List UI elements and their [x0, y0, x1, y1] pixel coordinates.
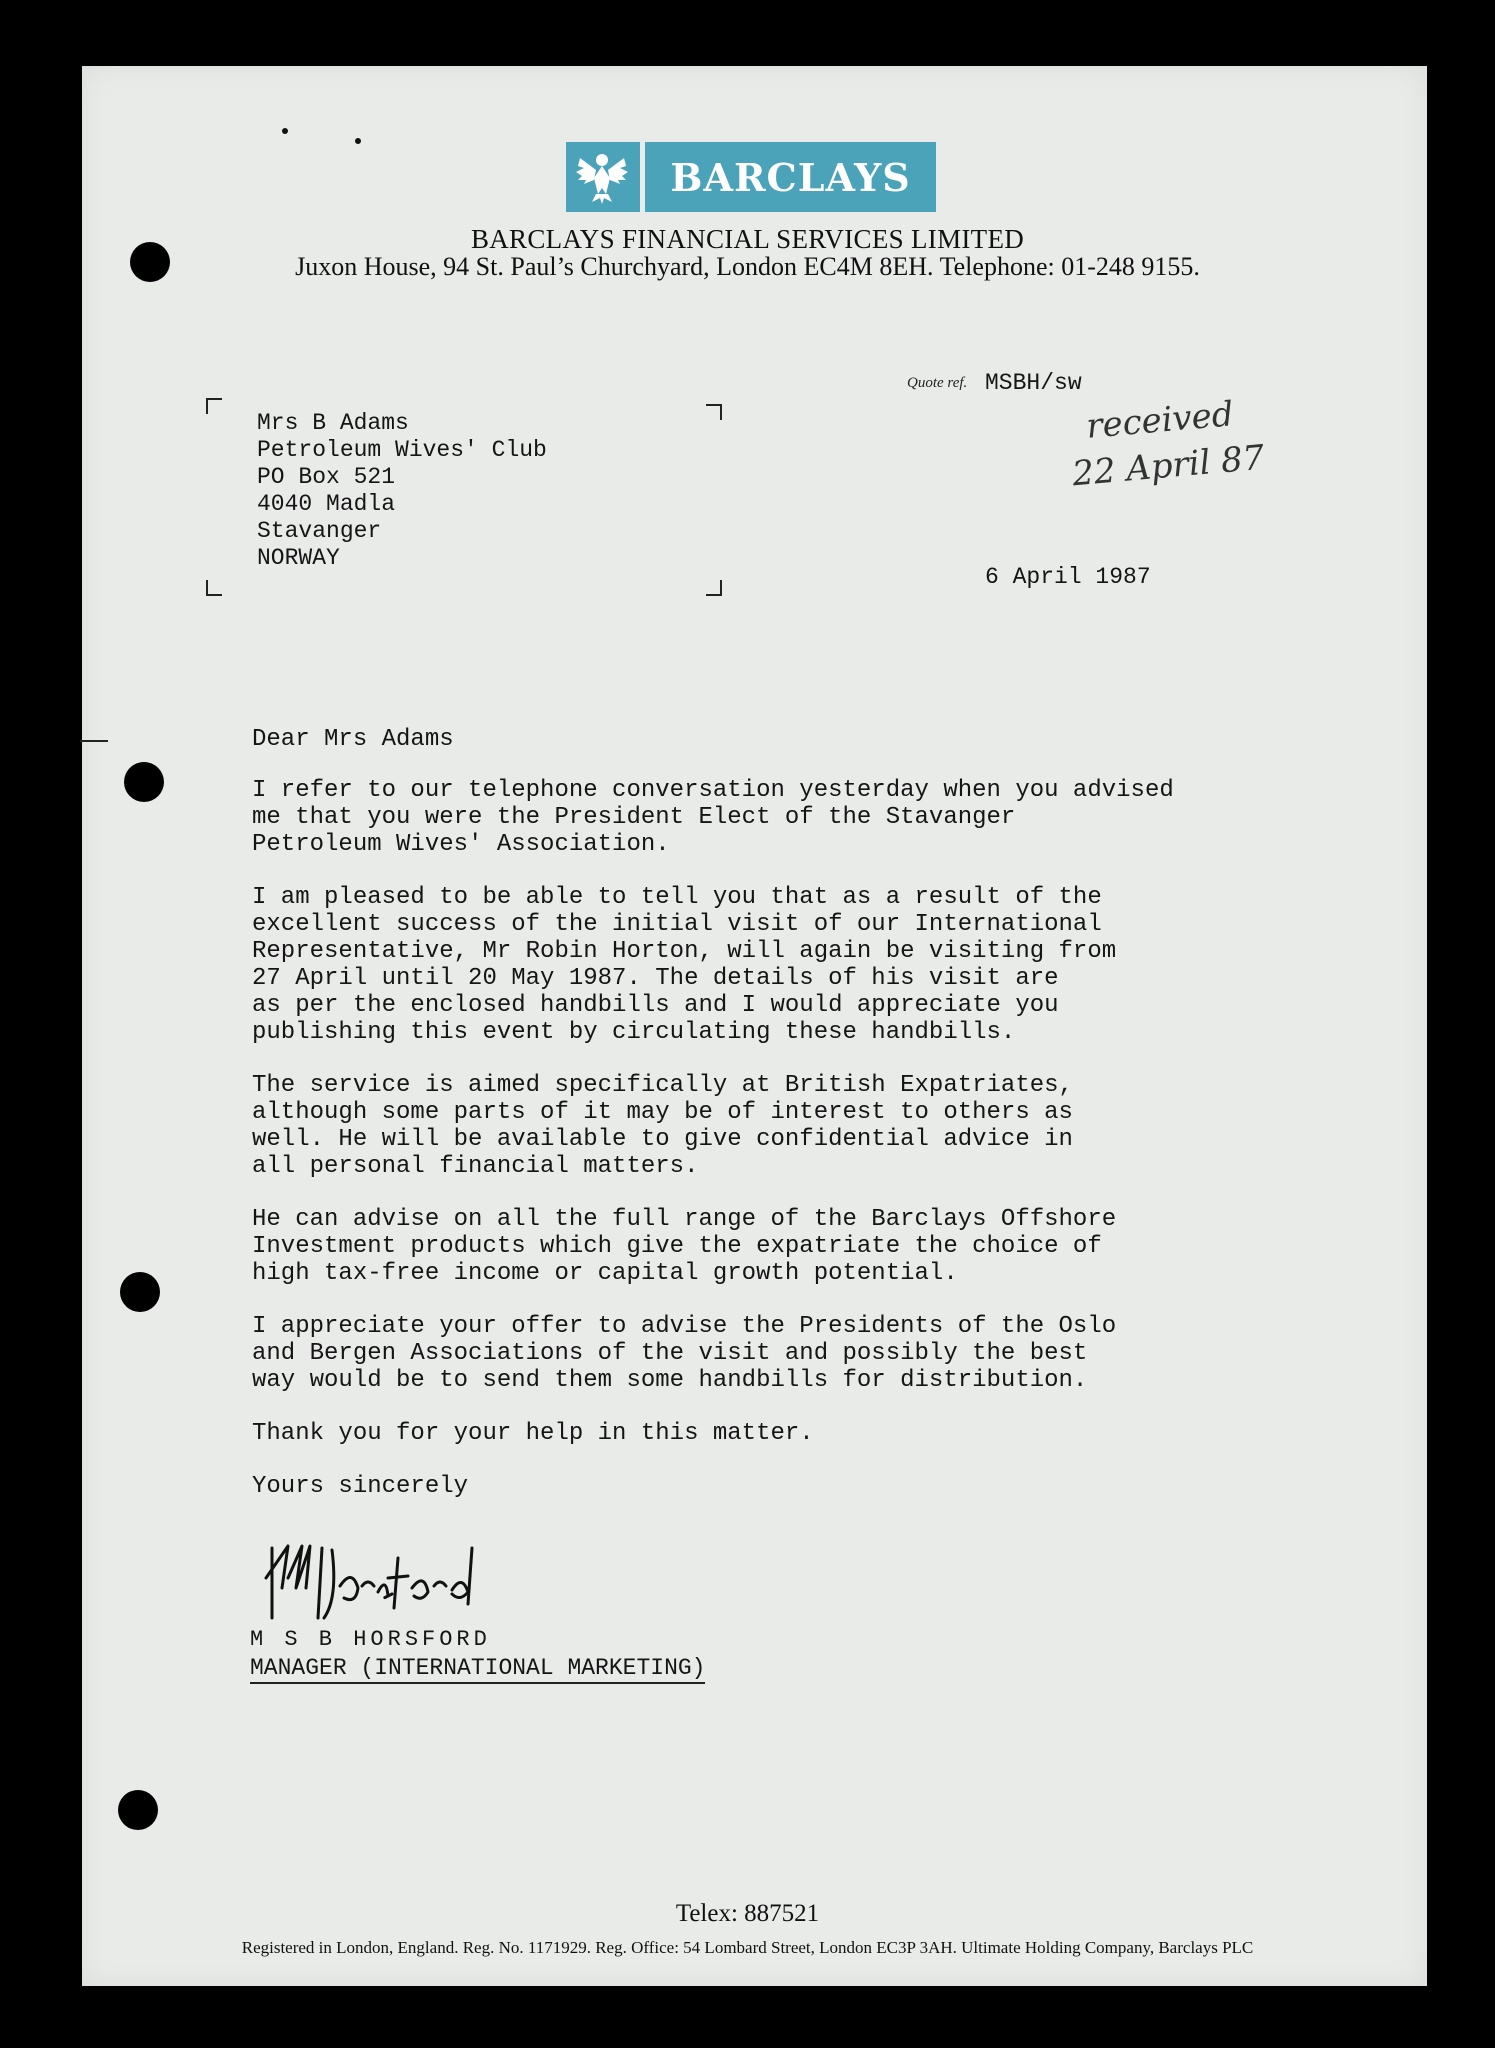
- paragraph: He can advise on all the full range of the Barclays Offshore Investment products which give the expatriate the choice of high tax-free income or capital growth potential.: [252, 1206, 1117, 1287]
- paragraph: I appreciate your offer to advise the Presidents of the Oslo and Bergen Associations of the visit and possibly the best way would be to send them some handbills for distribution.: [252, 1313, 1117, 1394]
- fold-mark: [80, 740, 108, 742]
- speck: [282, 128, 288, 134]
- address-window-corner: [206, 398, 222, 414]
- registration-footer: Registered in London, England. Reg. No. 1171929. Reg. Office: 54 Lombard Street, London EC3P 3AH. Ultimate Holding Company, Barclays PLC: [241, 1938, 1254, 1957]
- recipient-line: NORWAY: [257, 545, 340, 571]
- recipient-line: Stavanger: [257, 518, 382, 544]
- speck: [355, 138, 361, 144]
- paragraph: I refer to our telephone conversation yesterday when you advised me that you were the President Elect of the Stavanger Petroleum Wives' Association.: [252, 777, 1174, 858]
- recipient-line: PO Box 521: [257, 464, 396, 490]
- paragraph: I am pleased to be able to tell you that as a result of the excellent success of the initial visit of our International Representative, Mr Robin Horton, will again be visiting from 27 April until 20 May 1987. The details of his visit are as per the enclosed handbills and I would appreciate you publishing this event by circulating these handbills.: [252, 884, 1117, 1046]
- quote-ref-value: MSBH/sw: [985, 370, 1082, 396]
- letter-body: [252, 726, 1372, 1526]
- logo-wordmark: BARCLAYS: [670, 154, 911, 200]
- closing: Yours sincerely: [252, 1473, 469, 1500]
- recipient-line: Mrs B Adams: [257, 410, 409, 436]
- signer-name: M S B HORSFORD: [250, 1627, 491, 1652]
- signer-title: MANAGER (INTERNATIONAL MARKETING): [250, 1655, 705, 1684]
- punch-hole: [124, 762, 164, 802]
- paragraph: The service is aimed specifically at British Expatriates, although some parts of it may be of interest to others as well. He will be available to give confidential advice in all personal financial matters.: [252, 1072, 1073, 1180]
- received-date: 22 April 87: [1070, 437, 1266, 495]
- barclays-logo: [566, 142, 936, 212]
- address-window-corner: [706, 404, 722, 420]
- letter-date: 6 April 1987: [985, 564, 1151, 590]
- punch-hole: [120, 1272, 160, 1312]
- address-window-corner: [206, 580, 222, 596]
- recipient-address: [257, 410, 547, 572]
- recipient-line: 4040 Madla: [257, 491, 396, 517]
- punch-hole: [118, 1790, 158, 1830]
- company-name: BARCLAYS FINANCIAL SERVICES LIMITED: [470, 224, 1025, 254]
- company-address: Juxon House, 94 St. Paul’s Churchyard, London EC4M 8EH. Telephone: 01-248 9155.: [295, 252, 1200, 281]
- salutation: Dear Mrs Adams: [252, 726, 454, 753]
- signature: [262, 1538, 492, 1633]
- eagle-icon: [570, 147, 634, 207]
- paragraph: Thank you for your help in this matter.: [252, 1420, 814, 1447]
- recipient-line: Petroleum Wives' Club: [257, 437, 547, 463]
- telex-number: Telex: 887521: [675, 1900, 820, 1927]
- received-word: received: [1084, 394, 1236, 447]
- address-window-corner: [706, 580, 722, 596]
- quote-ref-label: Quote ref.: [907, 375, 968, 391]
